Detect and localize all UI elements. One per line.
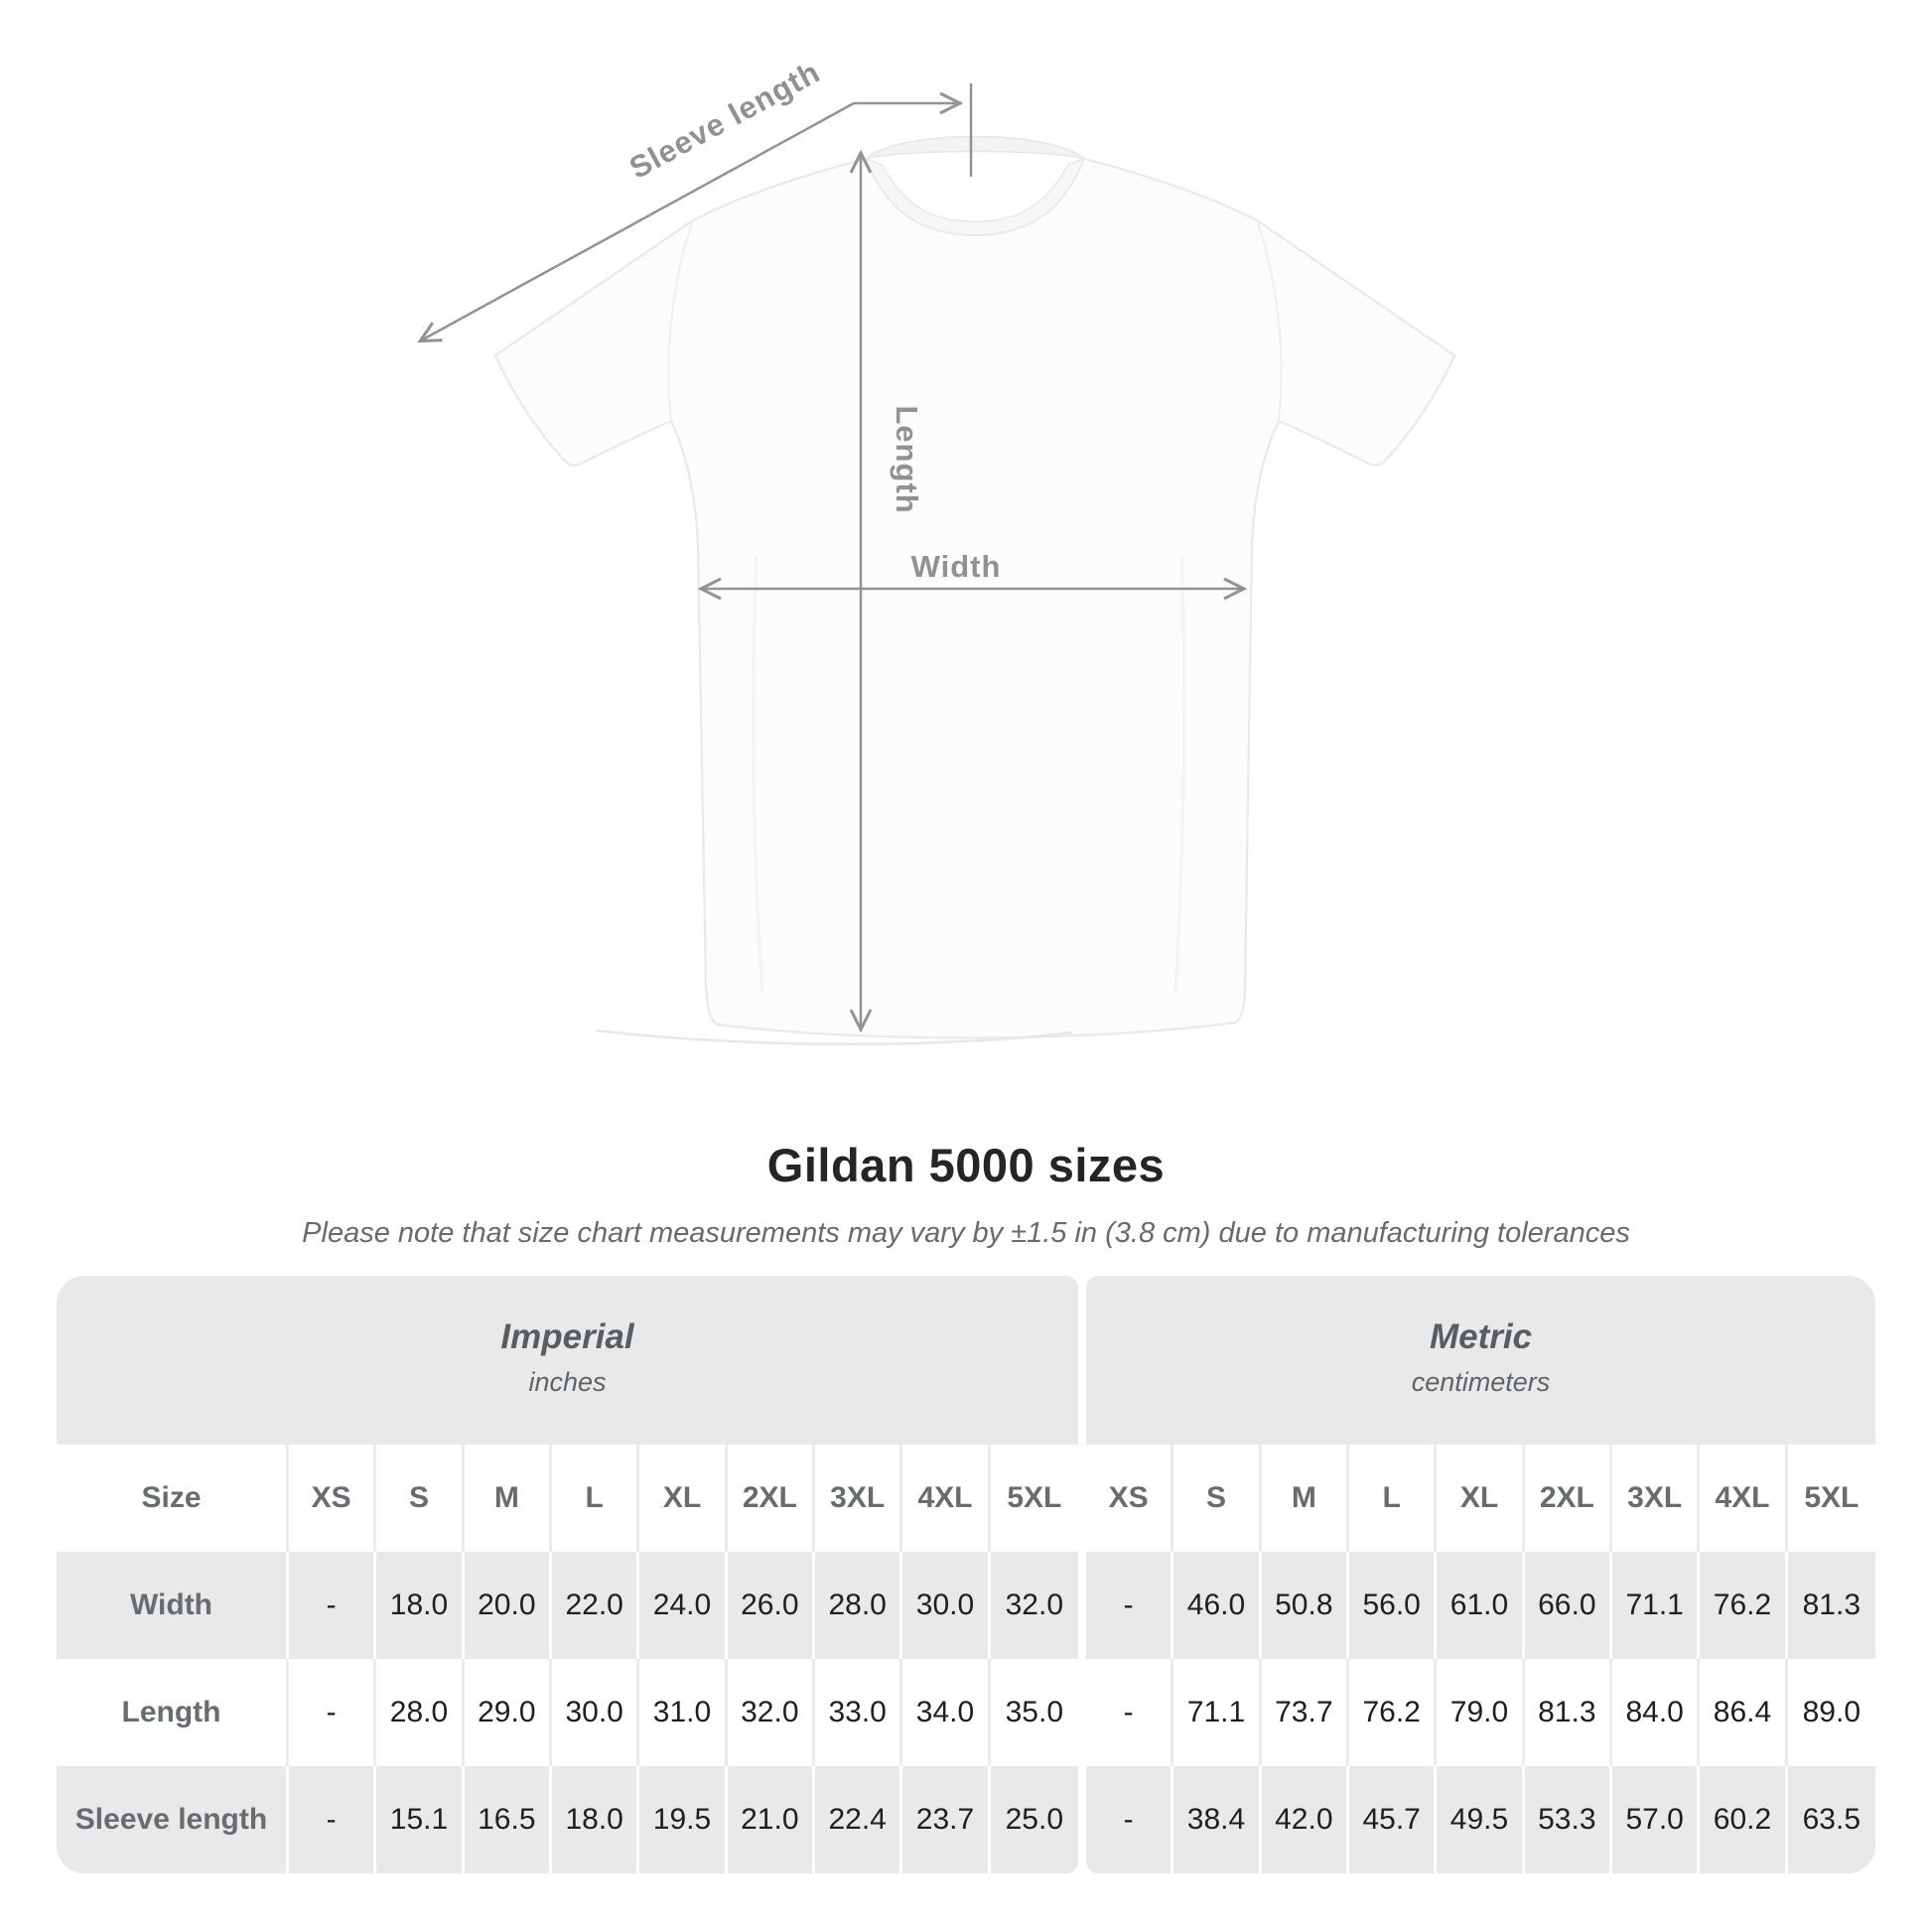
value-cell-imperial: 32.0	[991, 1552, 1078, 1659]
size-header-imperial: L	[552, 1445, 639, 1552]
value-cell-metric: 86.4	[1700, 1659, 1787, 1766]
value-cell-imperial: 28.0	[376, 1659, 464, 1766]
value-cell-imperial: 15.1	[376, 1766, 464, 1873]
value-cell-imperial: 22.4	[815, 1766, 902, 1873]
page-title: Gildan 5000 sizes	[766, 1139, 1166, 1191]
size-header-metric: 2XL	[1525, 1445, 1612, 1552]
value-cell-imperial: 20.0	[465, 1552, 552, 1659]
value-cell-metric: 46.0	[1173, 1552, 1261, 1659]
row-label: Width	[57, 1552, 289, 1659]
value-cell-metric: 84.0	[1612, 1659, 1700, 1766]
value-cell-metric: 56.0	[1349, 1552, 1437, 1659]
value-cell-metric: 42.0	[1262, 1766, 1349, 1873]
value-cell-imperial: 25.0	[991, 1766, 1078, 1873]
row-label: Length	[57, 1659, 289, 1766]
value-cell-metric: -	[1086, 1659, 1173, 1766]
value-cell-imperial: -	[289, 1659, 376, 1766]
value-cell-metric: 76.2	[1700, 1552, 1787, 1659]
value-cell-imperial: 35.0	[991, 1659, 1078, 1766]
value-cell-metric: 38.4	[1173, 1766, 1261, 1873]
value-cell-metric: 73.7	[1262, 1659, 1349, 1766]
size-header-imperial: 5XL	[991, 1445, 1078, 1552]
metric-section-header	[1086, 1276, 1875, 1445]
value-cell-metric: 81.3	[1525, 1659, 1612, 1766]
value-cell-metric: 79.0	[1437, 1659, 1524, 1766]
size-header-imperial: M	[465, 1445, 552, 1552]
value-cell-metric: 89.0	[1788, 1659, 1875, 1766]
imperial-unit-label: inches	[528, 1366, 607, 1397]
value-cell-imperial: 19.5	[639, 1766, 727, 1873]
size-header-metric: 5XL	[1788, 1445, 1875, 1552]
size-header-metric: 4XL	[1700, 1445, 1787, 1552]
size-header-metric: 3XL	[1612, 1445, 1700, 1552]
imperial-section-title: Imperial	[500, 1316, 634, 1356]
metric-unit-label: centimeters	[1411, 1366, 1551, 1397]
size-header-metric: XL	[1437, 1445, 1524, 1552]
value-cell-metric: 71.1	[1612, 1552, 1700, 1659]
value-cell-imperial: 16.5	[465, 1766, 552, 1873]
sleeve-length-label: Sleeve length	[623, 54, 826, 186]
size-header-imperial: 2XL	[728, 1445, 815, 1552]
value-cell-imperial: 21.0	[728, 1766, 815, 1873]
value-cell-imperial: -	[289, 1766, 376, 1873]
value-cell-metric: 63.5	[1788, 1766, 1875, 1873]
size-header-imperial: 3XL	[815, 1445, 902, 1552]
tshirt-back-collar	[866, 137, 1084, 160]
value-cell-metric: 50.8	[1262, 1552, 1349, 1659]
value-cell-imperial: 30.0	[902, 1552, 990, 1659]
tolerance-note: Please note that size chart measurements may vary by ±1.5 in (3.8 cm) due to manufacturing tolerances	[302, 1217, 1630, 1249]
imperial-section-header	[57, 1276, 1078, 1445]
value-cell-imperial: 33.0	[815, 1659, 902, 1766]
value-cell-metric: 71.1	[1173, 1659, 1261, 1766]
tshirt-body	[495, 159, 1454, 1037]
value-cell-metric: 57.0	[1612, 1766, 1700, 1873]
size-header-metric: XS	[1086, 1445, 1173, 1552]
size-header-imperial: XS	[289, 1445, 376, 1552]
value-cell-metric: -	[1086, 1552, 1173, 1659]
size-header-imperial: S	[376, 1445, 464, 1552]
value-cell-metric: 76.2	[1349, 1659, 1437, 1766]
size-column-header: Size	[57, 1445, 289, 1552]
value-cell-imperial: 30.0	[552, 1659, 639, 1766]
value-cell-imperial: 24.0	[639, 1552, 727, 1659]
value-cell-imperial: 28.0	[815, 1552, 902, 1659]
value-cell-imperial: 29.0	[465, 1659, 552, 1766]
metric-section-title: Metric	[1429, 1316, 1533, 1356]
size-header-imperial: XL	[639, 1445, 727, 1552]
size-header-metric: L	[1349, 1445, 1437, 1552]
value-cell-metric: 66.0	[1525, 1552, 1612, 1659]
size-header-metric: S	[1173, 1445, 1261, 1552]
value-cell-imperial: 34.0	[902, 1659, 990, 1766]
value-cell-metric: 60.2	[1700, 1766, 1787, 1873]
value-cell-metric: 49.5	[1437, 1766, 1524, 1873]
imperial-section	[57, 1276, 1078, 1873]
value-cell-imperial: 22.0	[552, 1552, 639, 1659]
size-header-metric: M	[1262, 1445, 1349, 1552]
value-cell-imperial: 18.0	[552, 1766, 639, 1873]
value-cell-metric: -	[1086, 1766, 1173, 1873]
value-cell-imperial: -	[289, 1552, 376, 1659]
width-label: Width	[910, 549, 1002, 584]
value-cell-imperial: 31.0	[639, 1659, 727, 1766]
value-cell-imperial: 32.0	[728, 1659, 815, 1766]
value-cell-metric: 61.0	[1437, 1552, 1524, 1659]
imperial-grid	[57, 1445, 1078, 1873]
value-cell-metric: 45.7	[1349, 1766, 1437, 1873]
value-cell-metric: 53.3	[1525, 1766, 1612, 1873]
size-header-imperial: 4XL	[902, 1445, 990, 1552]
metric-section	[1086, 1276, 1875, 1873]
row-label: Sleeve length	[57, 1766, 289, 1873]
value-cell-imperial: 23.7	[902, 1766, 990, 1873]
value-cell-metric: 81.3	[1788, 1552, 1875, 1659]
value-cell-imperial: 26.0	[728, 1552, 815, 1659]
metric-grid	[1086, 1445, 1875, 1873]
length-label: Length	[890, 405, 924, 514]
value-cell-imperial: 18.0	[376, 1552, 464, 1659]
size-table	[57, 1276, 1875, 1873]
